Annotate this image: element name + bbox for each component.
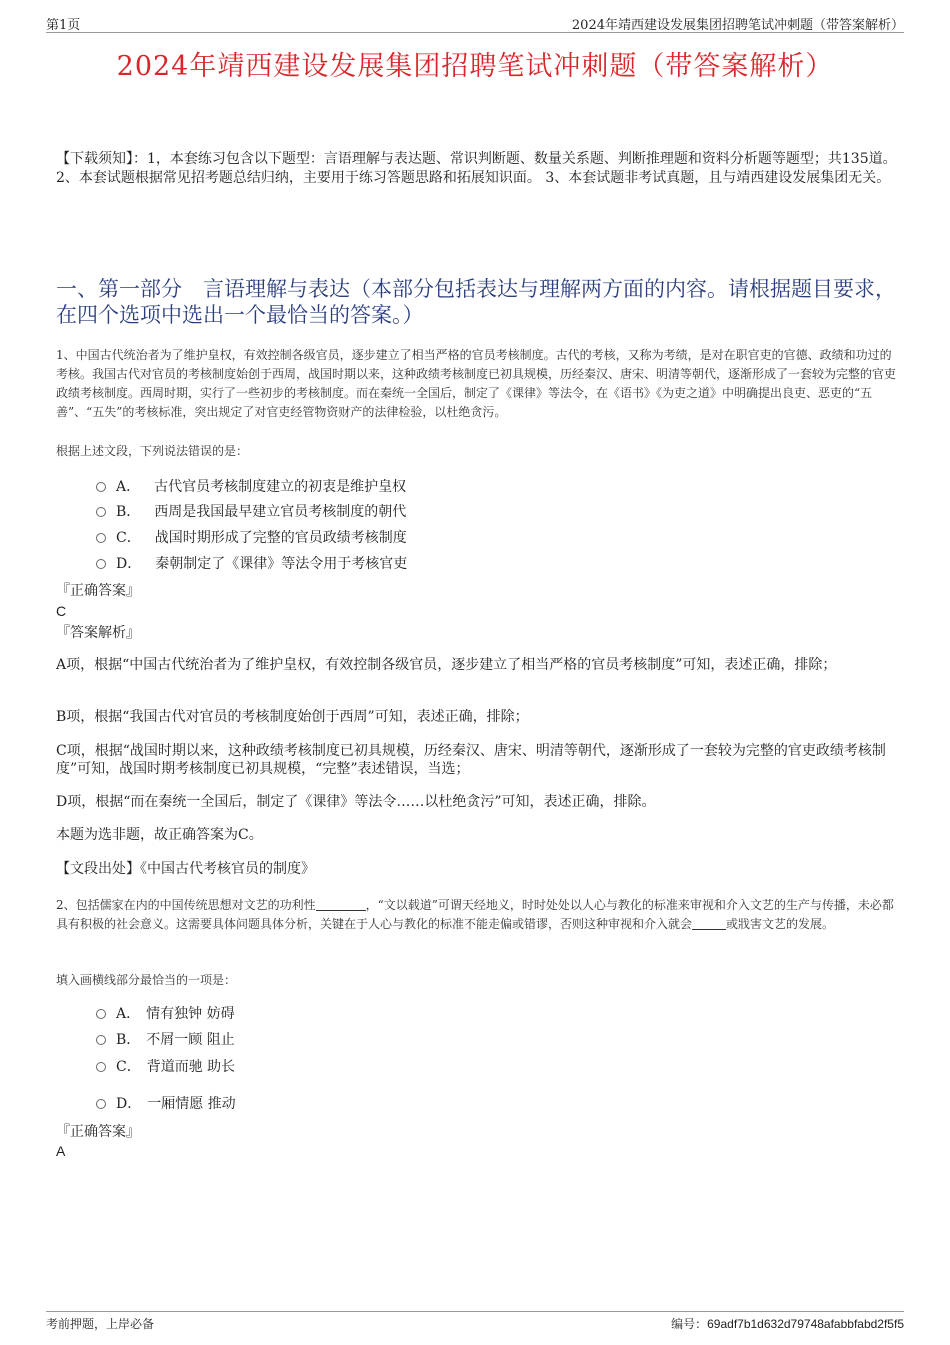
- page-footer: [46, 1311, 904, 1332]
- q2-option-c[interactable]: C． 背道而驰 助长: [96, 1058, 235, 1076]
- radio-icon[interactable]: [96, 533, 106, 543]
- q1-analysis-c: C项，根据“战国时期以来，这种政绩考核制度已初具规模，历经秦汉、唐宋、明清等朝代，逐渐形成了一套较为完整的官吏政绩考核制度”可知，战国时期考核制度已初具规模，“完整”表述错误，当选；: [56, 743, 886, 777]
- q1-answer: C: [56, 603, 67, 619]
- q1-analysis-a: A项，根据“中国古代统治者为了维护皇权，有效控制各级官员，逐步建立了相当严格的官员考核制度”可知，表述正确，排除；: [56, 657, 837, 673]
- radio-icon[interactable]: [96, 507, 106, 517]
- q1-stem: 1、中国古代统治者为了维护皇权，有效控制各级官员，逐步建立了相当严格的官员考核制度。古代的考核，又称为考绩，是对在职官吏的官德、政绩和功过的考核。我国古代对官员的考核制度始创于西周，战国时期以来，这种政绩考核制度已初具规模，历经秦汉、唐宋、明清等朝代，逐渐形成了一套较为完整的官吏政绩考核制度。西周时期，实行了一些初步的考核制度。而在秦统一全国后，制定了《课律》等法令，在《语书》《为吏之道》中明确提出良吏、恶吏的“五善”、“五失”的考核标准，突出规定了对官吏经管物资财产的法律检验，以杜绝贪污。: [56, 348, 897, 419]
- q1-option-a[interactable]: A． 古代官员考核制度建立的初衷是维护皇权: [96, 478, 406, 496]
- q1-prompt: 根据上述文段，下列说法错误的是：: [56, 444, 249, 458]
- document-title: 2024年靖西建设发展集团招聘笔试冲刺题（带答案解析）: [116, 51, 834, 82]
- q2-option-b[interactable]: B． 不屑一顾 阻止: [96, 1031, 235, 1049]
- fill-blank-2: [692, 917, 726, 930]
- q2-answer-label: 『正确答案』: [56, 1124, 140, 1140]
- q1-option-d[interactable]: D． 秦朝制定了《课律》等法令用于考核官吏: [96, 555, 407, 573]
- page-header: [46, 14, 904, 33]
- q2-stem: 2、包括儒家在内的中国传统思想对文艺的功利性 ，“文以载道”可谓天经地义，时时处处以人心与教化的标准来审视和介入文艺的生产与传播，未必都具有积极的社会意义。这需要具体问题具体分析，关键在于人心与教化的标准不能走偏或错谬，否则这种审视和介入就会 或戕害文艺的发展。: [56, 898, 894, 931]
- footer-slogan: 考前押题，上岸必备: [46, 1317, 155, 1331]
- q1-option-b[interactable]: B． 西周是我国最早建立官员考核制度的朝代: [96, 503, 406, 521]
- q1-answer-label: 『正确答案』: [56, 583, 140, 599]
- page-number: 第1页: [46, 18, 81, 33]
- q1-source: 【文段出处】《中国古代考核官员的制度》: [56, 861, 315, 877]
- radio-icon[interactable]: [96, 482, 106, 492]
- radio-icon[interactable]: [96, 1099, 106, 1109]
- radio-icon[interactable]: [96, 559, 106, 569]
- download-notice: 【下载须知】：1，本套练习包含以下题型：言语理解与表达题、常识判断题、数量关系题、判断推理题和资料分析题等题型；共135道。 2、本套试题根据常见招考题总结归纳，主要用于练习答题思路和拓展知识面。 3、本套试题非考试真题，且与靖西建设发展集团无关。: [56, 151, 897, 186]
- header-doc-title: 2024年靖西建设发展集团招聘笔试冲刺题（带答案解析）: [571, 18, 904, 33]
- q2-option-a[interactable]: A． 情有独钟 妨碍: [96, 1005, 235, 1023]
- q2-option-d[interactable]: D． 一厢情愿 推动: [96, 1095, 236, 1113]
- fill-blank-1: [316, 898, 366, 911]
- section-heading: 一、第一部分 言语理解与表达（本部分包括表达与理解两方面的内容。请根据题目要求，在四个选项中选出一个最恰当的答案。）: [56, 277, 896, 327]
- q1-analysis-b: B项，根据“我国古代对官员的考核制度始创于西周”可知，表述正确，排除；: [56, 709, 529, 725]
- radio-icon[interactable]: [96, 1062, 106, 1072]
- q1-option-c[interactable]: C． 战国时期形成了完整的官员政绩考核制度: [96, 529, 407, 547]
- q2-answer: A: [56, 1143, 66, 1159]
- q1-conclusion: 本题为选非题，故正确答案为C。: [56, 827, 263, 843]
- radio-icon[interactable]: [96, 1035, 106, 1045]
- q1-analysis-d: D项，根据“而在秦统一全国后，制定了《课律》等法令……以杜绝贪污”可知，表述正确，排除。: [56, 794, 656, 810]
- footer-serial: 编号：69adf7b1d632d79748afabbfabd2f5f5: [671, 1317, 904, 1331]
- q1-analysis-label: 『答案解析』: [56, 625, 140, 641]
- q2-prompt: 填入画横线部分最恰当的一项是：: [56, 973, 237, 987]
- radio-icon[interactable]: [96, 1009, 106, 1019]
